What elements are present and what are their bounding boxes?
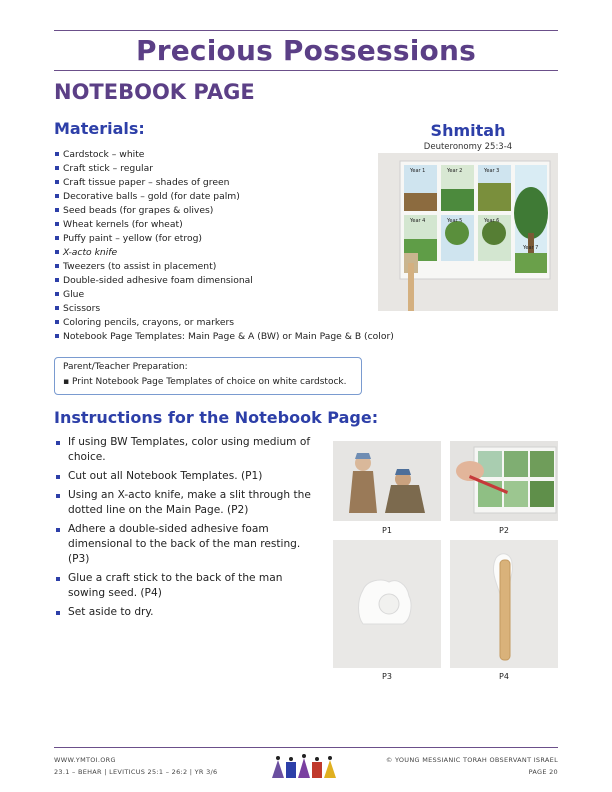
year-label: Year 2 bbox=[447, 168, 463, 174]
year-label: Year 5 bbox=[447, 218, 463, 224]
list-item: Craft stick – regular bbox=[54, 162, 414, 176]
year-label: Year 3 bbox=[484, 168, 500, 174]
photo-p1-illustration bbox=[333, 441, 441, 521]
title-rule bbox=[54, 70, 558, 71]
list-item: X-acto knife bbox=[54, 246, 414, 260]
bullet-icon bbox=[55, 208, 59, 212]
shmitah-photo bbox=[378, 153, 558, 311]
photo-p3 bbox=[333, 540, 441, 668]
year-label: Year 1 bbox=[410, 168, 426, 174]
materials-heading: Materials: bbox=[54, 119, 145, 138]
list-item: Decorative balls – gold (for date palm) bbox=[54, 190, 414, 204]
list-item: Craft tissue paper – shades of green bbox=[54, 176, 414, 190]
bullet-icon bbox=[55, 194, 59, 198]
list-item: Coloring pencils, crayons, or markers bbox=[54, 316, 414, 330]
bullet-icon bbox=[55, 264, 59, 268]
photo-p1-label: P1 bbox=[382, 526, 392, 535]
bullet-icon bbox=[55, 292, 59, 296]
list-item: Seed beads (for grapes & olives) bbox=[54, 204, 414, 218]
photo-p4-label: P4 bbox=[499, 672, 509, 681]
photo-p4 bbox=[450, 540, 558, 668]
list-item: Tweezers (to assist in placement) bbox=[54, 260, 414, 274]
ymtoi-logo-icon bbox=[268, 752, 348, 780]
list-item: If using BW Templates, color using medium of choice. bbox=[54, 435, 316, 465]
page-subtitle: NOTEBOOK PAGE bbox=[54, 80, 255, 104]
shmitah-reference: Deuteronomy 25:3-4 bbox=[423, 142, 513, 152]
footer-page-number: PAGE 20 bbox=[528, 768, 558, 776]
photo-p3-illustration bbox=[333, 540, 441, 668]
bullet-icon bbox=[55, 320, 59, 324]
bullet-icon bbox=[55, 334, 59, 338]
preparation-title: Parent/Teacher Preparation: bbox=[63, 362, 188, 372]
list-item: Adhere a double-sided adhesive foam dimensional to the back of the man resting. (P3) bbox=[54, 522, 316, 567]
list-item: Set aside to dry. bbox=[54, 605, 316, 620]
bullet-icon bbox=[55, 306, 59, 310]
instructions-heading: Instructions for the Notebook Page: bbox=[54, 408, 379, 427]
preparation-item: ▪ Print Notebook Page Templates of choice on white cardstock. bbox=[63, 377, 347, 387]
bullet-icon bbox=[56, 611, 60, 615]
footer-copyright: © YOUNG MESSIANIC TORAH OBSERVANT ISRAEL bbox=[385, 756, 558, 764]
bullet-icon bbox=[56, 441, 60, 445]
list-item: Cardstock – white bbox=[54, 148, 414, 162]
photo-p3-label: P3 bbox=[382, 672, 392, 681]
list-item: Puffy paint – yellow (for etrog) bbox=[54, 232, 414, 246]
photo-p2 bbox=[450, 441, 558, 521]
list-item: Glue bbox=[54, 288, 414, 302]
instructions-list bbox=[54, 435, 316, 624]
bullet-icon bbox=[55, 278, 59, 282]
photo-p1 bbox=[333, 441, 441, 521]
page-title: Precious Possessions bbox=[136, 34, 476, 67]
bullet-icon bbox=[55, 166, 59, 170]
list-item: Scissors bbox=[54, 302, 414, 316]
list-item: Using an X-acto knife, make a slit through the dotted line on the Main Page. (P2) bbox=[54, 488, 316, 518]
photo-p2-illustration bbox=[450, 441, 558, 521]
materials-list bbox=[54, 148, 414, 344]
footer-website: WWW.YMTOI.ORG bbox=[54, 756, 116, 764]
bullet-icon bbox=[55, 152, 59, 156]
year-label: Year 4 bbox=[410, 218, 426, 224]
bullet-icon bbox=[55, 236, 59, 240]
shmitah-photo-illustration bbox=[378, 153, 558, 311]
footer-lesson: 23.1 – BEHAR | LEVITICUS 25:1 – 26:2 | YR 3/6 bbox=[54, 768, 218, 776]
list-item: Double-sided adhesive foam dimensional bbox=[54, 274, 414, 288]
bullet-icon bbox=[56, 475, 60, 479]
list-item: Glue a craft stick to the back of the man sowing seed. (P4) bbox=[54, 571, 316, 601]
photo-p2-label: P2 bbox=[499, 526, 509, 535]
footer-rule bbox=[54, 747, 558, 748]
shmitah-title: Shmitah bbox=[430, 121, 506, 140]
top-rule bbox=[54, 30, 558, 31]
preparation-box bbox=[54, 357, 362, 395]
bullet-icon bbox=[56, 494, 60, 498]
bullet-icon bbox=[55, 250, 59, 254]
list-item: Cut out all Notebook Templates. (P1) bbox=[54, 469, 316, 484]
photo-p4-illustration bbox=[450, 540, 558, 668]
bullet-icon bbox=[56, 528, 60, 532]
list-item: Wheat kernels (for wheat) bbox=[54, 218, 414, 232]
year-label: Year 6 bbox=[484, 218, 500, 224]
bullet-icon bbox=[55, 180, 59, 184]
year-label: Year 7 bbox=[523, 245, 539, 251]
bullet-icon bbox=[56, 577, 60, 581]
list-item: Notebook Page Templates: Main Page & A (BW) or Main Page & B (color) bbox=[54, 330, 414, 344]
bullet-icon bbox=[55, 222, 59, 226]
